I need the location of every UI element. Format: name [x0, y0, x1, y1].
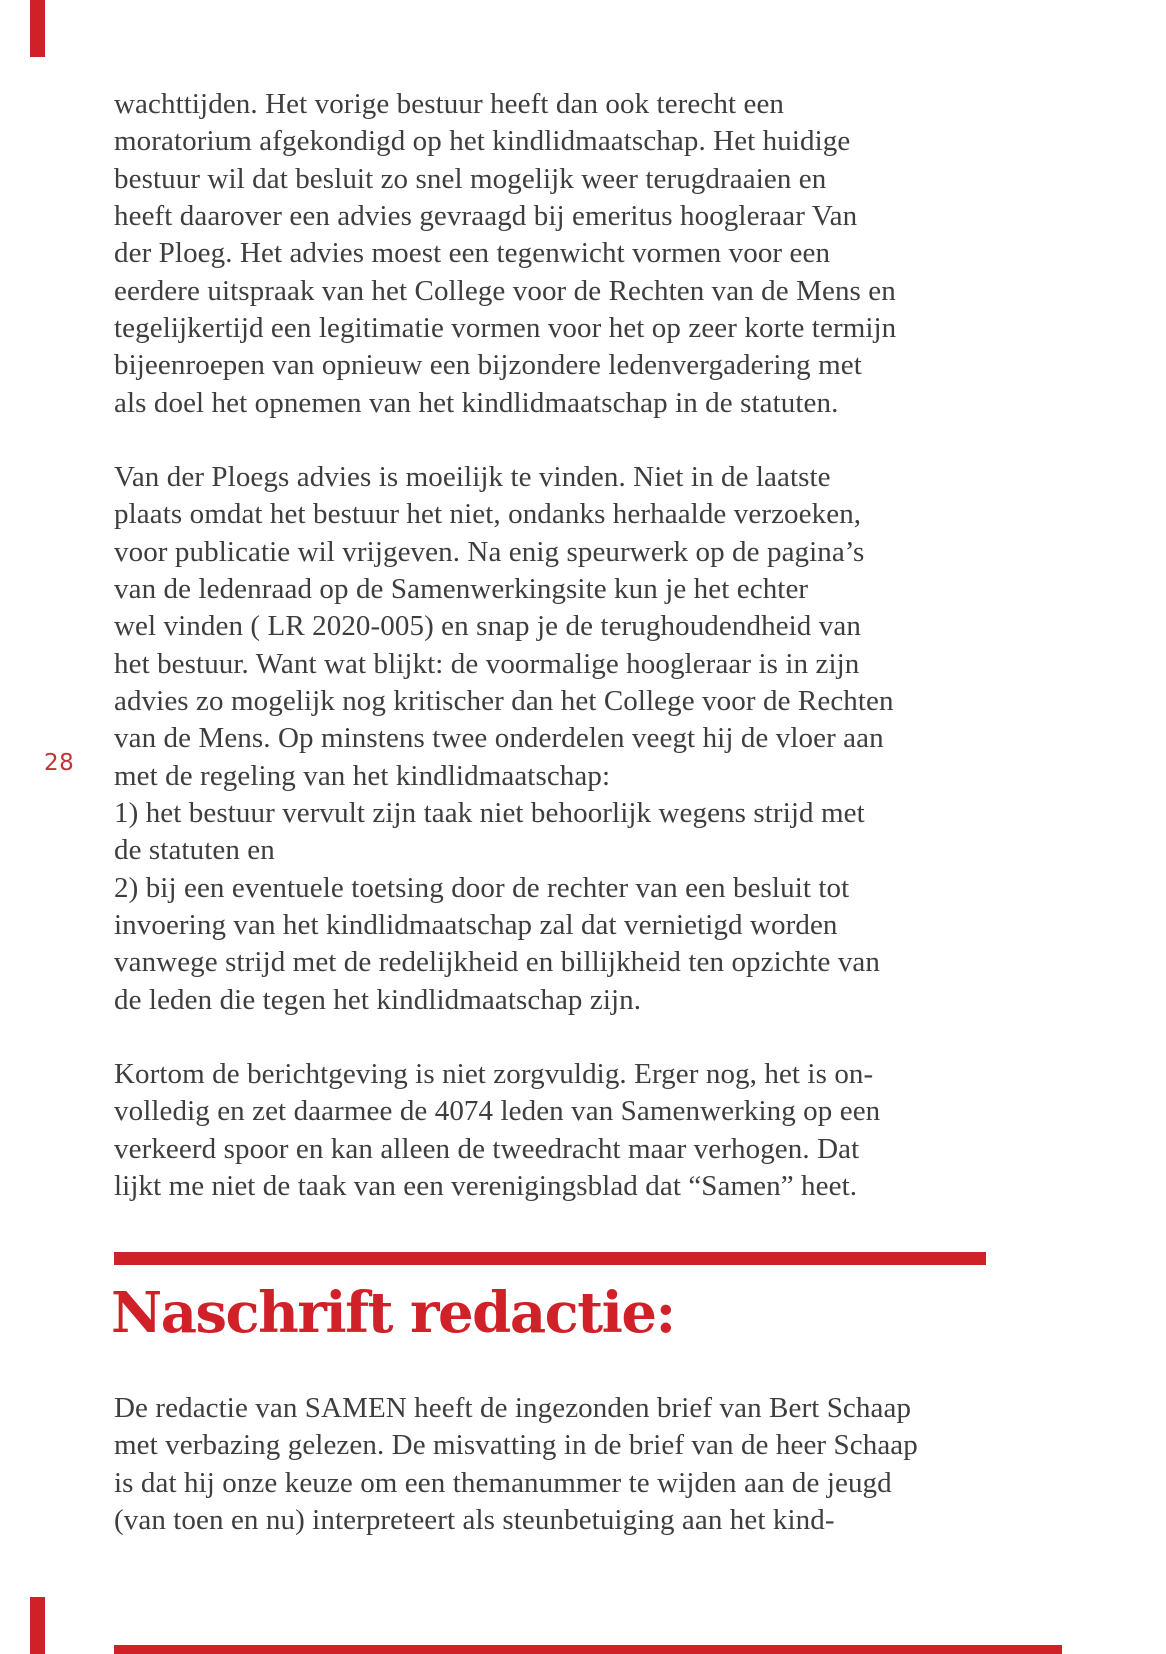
- letter-paragraph-1: wachttijden. Het vorige bestuur heeft dan ook terecht een moratorium afgekondigd op het kindlidmaatschap. Het huidige bestuur wil dat besluit zo snel mogelijk weer terugdraaien en heeft daarover een advies gevraagd bij emeritus hoogleraar Van der Ploeg. Het advies moest een tegenwicht vormen voor een eerdere uitspraak van het College voor de Rechten van de Mens en tegelijkertijd een legitimatie vormen voor het op zeer korte termijn bijeenroepen van opnieuw een bijzondere ledenvergadering met als doel het opnemen van het kindlidmaatschap in de statuten.: [114, 88, 897, 419]
- bottom-left-accent-mark: [30, 1597, 45, 1654]
- letter-paragraph-2: Van der Ploegs advies is moeilijk te vinden. Niet in de laatste plaats omdat het bestuur het niet, ondanks herhaalde verzoeken, voor publicatie wil vrijgeven. Na enig speurwerk op de pagina’s van de ledenraad op de Samenwerkingsite kun je het echter wel vinden ( LR 2020-005) en snap je de terughoudendheid van het bestuur. Want wat blijkt: de voormalige hoogleraar is in zijn advies zo mogelijk nog kritischer dan het College voor de Rechten van de Mens. Op minstens twee onderdelen veegt hij de vloer aan met de regeling van het kindlidmaatschap: 1) het bestuur vervult zijn taak niet behoorlijk wegens strijd met de statuten en 2) bij een eventuele toetsing door de rechter van een besluit tot invoering van het kindlidmaatschap zal dat vernietigd worden vanwege strijd met de redelijkheid en billijkheid ten opzichte van de leden die tegen het kindlidmaatschap zijn.: [114, 461, 894, 1016]
- section-heading: Naschrift redactie:: [111, 1280, 675, 1346]
- bottom-accent-bar: [114, 1645, 1062, 1654]
- page-number: 28: [44, 750, 75, 776]
- top-left-accent-mark: [30, 0, 45, 57]
- naschrift-paragraph: De redactie van SAMEN heeft de ingezonden brief van Bert Schaap met verbazing gelezen. De misvatting in de brief van de heer Schaap is dat hij onze keuze om een themanummer te wijden aan de jeugd (van toen en nu) interpreteert als steunbetuiging aan het kind-: [114, 1392, 918, 1536]
- letter-paragraph-3: Kortom de berichtgeving is niet zorgvuldig. Erger nog, het is on- volledig en zet daarmee de 4074 leden van Samenwerking op een verkeerd spoor en kan alleen de tweedracht maar verhogen. Dat lijkt me niet de taak van een verenigingsblad dat “Samen” heet.: [114, 1058, 881, 1202]
- section-divider-rule: [114, 1252, 986, 1265]
